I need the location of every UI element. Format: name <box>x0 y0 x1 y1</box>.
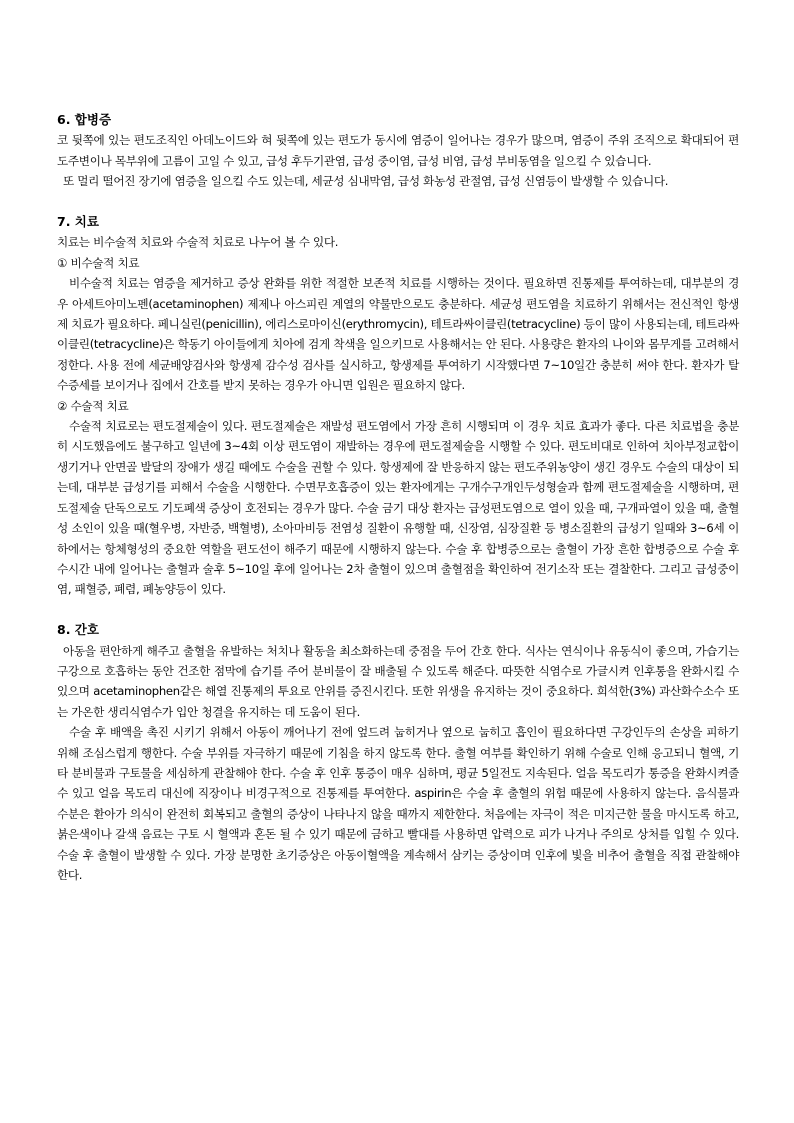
nursing-paragraph-2: 수술 후 배액을 촉진 시키기 위해서 아동이 깨어나기 전에 엎드려 눕히거나 옆으로 눕히고 흡인이 필요하다면 구강인두의 손상을 피하기 위해 조심스럽게 행한다. 수술 부위를 자극하기 때문에 기침을 하지 않도록 한다. 출혈 여부를 확인하기 위해 수술로 인해 응고되니 혈액, 기타 분비물과 구토물을 세심하게 관찰해야 한다. 수술 후 인후 통증이 매우 심하며, 평균 5일전도 지속된다. 얼음 목도리가 통증을 완화시켜줄 수 있고 얼음 목도리 대신에 직장이나 비경구적으로 진통제를 투여한다. aspirin은 수술 후 출혈의 위험 때문에 사용하지 않는다. 음식물과 수분은 환아가 의식이 완전히 회복되고 출혈의 증상이 나타나지 않을 때까지 제한한다. 처음에는 자극이 적은 미지근한 물을 마시도록 하고, 붉은색이나 갈색 음료는 구토 시 혈액과 혼돈 될 수 있기 때문에 금하고 빨대를 사용하면 압력으로 피가 나거나 주의로 상처를 입힐 수 있다. 수술 후 출혈이 발생할 수 있다. 가장 분명한 초기증상은 아동이혈액을 계속해서 삼키는 증상이며 인후에 빛을 비추어 출혈을 직접 관찰해야 한다. <box>57 725 739 882</box>
section-spacer <box>57 192 739 212</box>
nursing-paragraph-1: 아동을 편안하게 해주고 출혈을 유발하는 처치나 활동을 최소화하는데 중점을 두어 간호 한다. 식사는 연식이나 유동식이 좋으며, 가습기는 구강으로 호흡하는 동안 건조한 점막에 습기를 주어 분비물이 잘 배출될 수 있도록 해준다. 따뜻한 식염수로 가글시켜 인후통을 완화시킬 수 있으며 acetaminophen같은 해열 진통제의 투요로 안위를 증진시킨다. 또한 위생을 유지하는 것이 중요하다. 희석한(3%) 과산화수소수 또는 가온한 생리식염수가 입안 청결을 유지하는 데 도움이 된다. <box>57 643 739 719</box>
surgical-treatment-heading: ② 수술적 치료 <box>57 398 129 413</box>
treatment-intro: 치료는 비수술적 치료와 수술적 치료로 나누어 볼 수 있다. <box>57 235 339 250</box>
surgical-treatment-paragraph: 수술적 치료로는 편도절제술이 있다. 편도절제술은 재발성 편도염에서 가장 흔히 시행되며 이 경우 치료 효과가 좋다. 다른 치료법을 충분히 시도했음에도 불구하고 일년에 3~4회 이상 편도염이 재발하는 경우에 편도절제술을 시행할 수 있다. 편도비대로 인하여 치아부정교합이 생기거나 안면골 발달의 장애가 생길 때에도 수술을 권할 수 있다. 항생제에 잘 반응하지 않는 편도주위농양이 생긴 경우도 수술의 대상이 되는데, 대부분 급성기를 피해서 수술을 시행한다. 수면무호흡증이 있는 환자에게는 구개수구개인두성형술과 함께 편도절제술을 시행하며, 편도절제술 단독으로도 기도폐색 증상이 호전되는 경우가 많다. 수술 금기 대상 환자는 급성편도염으로 열이 있을 때, 구개파열이 있을 때, 출혈성 소인이 있을 때(혈우병, 자반증, 백혈병), 소아마비등 전염성 질환이 유행할 때, 신장염, 심장질환 등 병소질환의 급성기 일때와 3~6세 이하에서는 항체형성의 중요한 역할을 편도선이 해주기 때문에 시행하지 않는다. 수술 후 합병증으로는 출혈이 가장 흔한 합병증으로 수술 후 수시간 내에 일어나는 출혈과 술후 5~10일 후에 일어나는 2차 출혈이 있으며 출혈점을 확인하여 전기소작 또는 결찰한다. 그리고 급성중이염, 패혈증, 폐렴, 폐농양등이 있다. <box>57 419 739 597</box>
section-nursing <box>57 620 739 885</box>
document-page <box>57 110 739 885</box>
section-title-nursing: 8. 간호 <box>57 622 99 638</box>
non-surgical-treatment-paragraph: 비수술적 치료는 염증을 제거하고 증상 완화를 위한 적절한 보존적 치료를 시행하는 것이다. 필요하면 진통제를 투여하는데, 대부분의 경우 아세트아미노펜(acetaminophen) 제제나 아스피린 계열의 약물만으로도 충분하다. 세균성 편도염을 치료하기 위해서는 전신적인 항생제 치료가 필요하다. 페니실린(penicillin), 에리스로마이신(erythromycin), 테트라싸이클린(tetracycline) 등이 많이 사용되는데, 테트라싸이클린(tetracycline)은 학동기 아이들에게 치아에 검게 착색을 일으키므로 사용해서는 안 된다. 사용량은 환자의 나이와 몸무게를 고려해서 정한다. 사용 전에 세균배양검사와 항생제 감수성 검사를 실시하고, 항생제를 투여하기 시작했다면 7~10일간 충분히 써야 한다. 환자가 탈수증세를 보이거나 집에서 간호를 받지 못하는 경우가 아니면 입원은 필요하지 않다. <box>57 276 739 393</box>
complications-paragraph-1: 코 뒷쪽에 있는 편도조직인 아데노이드와 혀 뒷쪽에 있는 편도가 동시에 염증이 일어나는 경우가 많으며, 염증이 주위 조직으로 확대되어 편도주변이나 목부위에 고름이 고일 수 있고, 급성 후두기관염, 급성 중이염, 급성 비염, 급성 부비동염을 일으킬 수 있습니다. <box>57 133 739 168</box>
section-title-treatment: 7. 치료 <box>57 214 99 230</box>
complications-paragraph-2: 또 멀리 떨어진 장기에 염증을 일으킬 수도 있는데, 세균성 심내막염, 급성 화농성 관절염, 급성 신염등이 발생할 수 있습니다. <box>63 174 669 189</box>
section-title-complications: 6. 합병증 <box>57 112 112 127</box>
section-spacer <box>57 600 739 620</box>
section-complications <box>57 110 739 192</box>
section-treatment <box>57 212 739 600</box>
non-surgical-treatment-heading: ① 비수술적 치료 <box>57 255 140 270</box>
